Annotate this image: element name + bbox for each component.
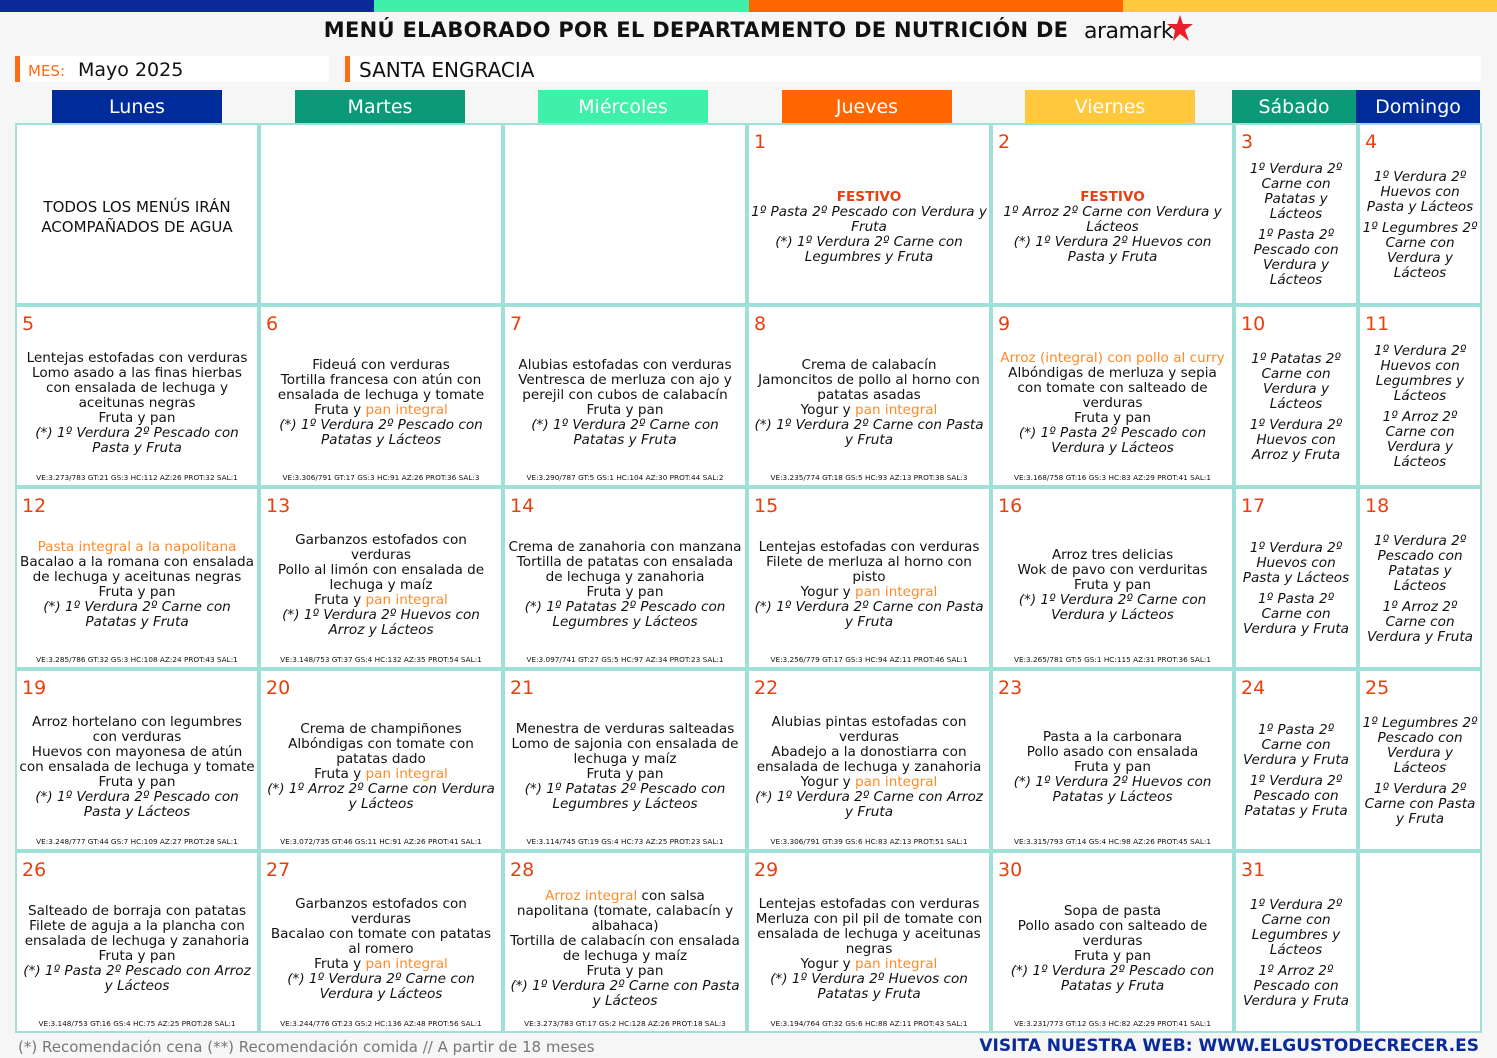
menu-line: Albóndigas con tomate con patatas dado [288,736,474,767]
day-header-sabado: Sábado [1232,90,1356,125]
nutrition-info: VE:3.072/735 GT:46 GS:11 HC:91 AZ:26 PROT:41 SAL:1 [280,837,482,846]
menu-line: Fruta y pan [1074,948,1151,964]
alternative-menu-line: (*) 1º Verdura 2º Pescado con Patatas y Fruta [1010,963,1215,994]
menu-line: Garbanzos estofados con verduras [295,895,467,927]
nutrition-info: VE:3.285/786 GT:32 GS:3 HC:108 AZ:24 PROT:43 SAL:1 [36,655,238,664]
month-label: MES: [28,62,65,80]
day-number: 29 [754,859,779,881]
menu-line: Fruta y pan [98,948,176,964]
day-cell-29 [747,851,991,1033]
highlight-text: pan integral [365,955,448,972]
menu-content [1362,344,1478,470]
menu-content [507,889,743,1009]
menu-line: Garbanzos estofados con verduras [295,531,467,563]
menu-content [995,548,1230,623]
menu-content [751,190,987,265]
day-header-miercoles: Miércoles [538,90,708,125]
alternative-menu-line: 1º Verdura 2º Carne con Legumbres y Lácteos [1249,896,1343,958]
nutrition-info: VE:3.306/791 GT:17 GS:3 HC:91 AZ:26 PROT:36 SAL:3 [282,473,480,482]
menu-line: Yogur y pan integral [800,955,938,972]
day-number: 1 [754,131,767,153]
menu-line: Lentejas estofadas con verduras [758,539,980,555]
day-cell-13 [259,487,503,669]
day-cell-22 [747,669,991,851]
menu-line: Crema de calabacín [801,357,937,373]
nutrition-info: VE:3.231/773 GT:12 GS:3 HC:82 AZ:29 PROT:41 SAL:1 [1013,1019,1212,1028]
menu-line: Arroz integral con salsa napolitana (tomate, calabacín y albahaca) [516,888,734,934]
day-cell-27 [259,851,503,1033]
menu-content [995,190,1230,265]
alternative-menu-line: 1º Verdura 2º Carne con Patatas y Lácteos [1249,161,1343,222]
alternative-menu-line: 1º Pasta 2º Pescado con Verdura y Lácteos [1253,227,1339,288]
menu-line: Tortilla francesa con atún con ensalada de lechuga y tomate [277,372,485,403]
alternative-menu-line: (*) 1º Patatas 2º Pescado con Legumbres y Lácteos [524,599,726,630]
menu-line: Fruta y pan integral [314,591,448,608]
top-color-bar [0,0,1497,12]
menu-line: Lentejas estofadas con verduras [758,895,980,912]
highlight-text: pan integral [365,591,448,608]
menu-line: Crema de champiñones [300,721,462,737]
website-link[interactable]: VISITA NUESTRA WEB: WWW.ELGUSTODECRECER.ES [979,1036,1479,1056]
menu-line: Lomo de sajonia con ensalada de lechuga y maíz [511,736,739,767]
day-number: 23 [998,677,1023,699]
alternative-menu-line: 1º Arroz 2º Pescado con Verdura y Fruta [1243,962,1349,1009]
menu-line: Jamoncitos de pollo al horno con patatas asadas [758,372,980,403]
logo-text: aramark [1083,18,1174,44]
highlight-text: pan integral [365,402,448,418]
nutrition-info: VE:3.097/741 GT:27 GS:5 HC:97 AZ:34 PROT:23 SAL:1 [526,655,724,664]
menu-line: Fruta y pan [586,584,664,600]
day-cell-7 [503,305,747,487]
alternative-menu-line: (*) 1º Verdura 2º Pescado con Pasta y Lácteos [35,788,239,820]
day-number: 5 [22,313,35,335]
menu-content [751,358,987,448]
alternative-menu-line: (*) 1º Verdura 2º Carne con Arroz y Fruta [755,788,983,820]
nutrition-info: VE:3.168/758 GT:16 GS:3 HC:83 AZ:29 PROT:41 SAL:1 [1013,473,1212,482]
menu-line: Ventresca de merluza con ajo y perejil con cubos de calabacín [518,372,732,403]
day-number: 8 [754,313,767,335]
day-number: 18 [1365,495,1390,517]
holiday-label: FESTIVO [1080,188,1145,205]
alternative-menu-line: (*) 1º Verdura 2º Carne con Verdura y Lácteos [1018,591,1207,623]
menu-line: Filete de aguja a la plancha con ensalada de lechuga y zanahoria [24,918,250,949]
highlight-text: Arroz (integral) con pollo al curry [1000,349,1225,366]
day-number: 24 [1241,677,1266,699]
alternative-menu-line: (*) 1º Verdura 2º Pescado con Patatas y Lácteos [279,417,483,448]
alternative-menu-line: (*) 1º Verdura 2º Carne con Patatas y Fruta [531,417,719,448]
day-number: 9 [998,313,1011,335]
day-number: 6 [266,313,279,335]
alternative-menu-line: 1º Verdura 2º Pescado con Patatas y Lácteos [1373,532,1467,594]
menu-content [751,715,987,820]
menu-content [263,358,499,448]
menu-line: Tortilla de calabacín con ensalada de lechuga y maíz [510,933,740,964]
day-number: 17 [1241,495,1266,517]
alternative-menu-line: (*) 1º Verdura 2º Huevos con Arroz y Lácteos [282,606,480,638]
water-note: TODOS LOS MENÚS IRÁN ACOMPAÑADOS DE AGUA [41,198,233,236]
menu-line: Huevos con mayonesa de atún con ensalada de lechuga y tomate [19,743,255,775]
alternative-menu-line: 1º Legumbres 2º Carne con Verdura y Lácteos [1362,219,1478,281]
alternative-menu-line: (*) 1º Verdura 2º Carne con Verdura y Lácteos [287,970,475,1002]
menu-line: Pollo asado con salteado de verduras [1017,918,1208,949]
menu-content [19,904,255,994]
day-header-martes: Martes [295,90,465,125]
menu-line: Pollo al limón con ensalada de lechuga y maíz [277,561,485,593]
menu-content [263,722,499,812]
day-number: 28 [510,859,535,881]
alternative-menu-line: (*) 1º Verdura 2º Huevos con Patatas y Lácteos [1013,773,1212,805]
menu-line: Alubias estofadas con verduras [518,357,732,373]
menu-content [1238,352,1354,463]
day-number: 14 [510,495,535,517]
day-number: 31 [1241,859,1266,881]
menu-line: Lentejas estofadas con verduras [26,349,248,366]
menu-line: Fideuá con verduras [312,357,450,373]
day-cell-8 [747,305,991,487]
day-number: 12 [22,495,47,517]
holiday-label: FESTIVO [836,188,902,205]
day-cell-4 [1358,123,1482,305]
nutrition-info: VE:3.114/745 GT:19 GS:4 HC:73 AZ:25 PROT:23 SAL:1 [526,837,724,846]
day-cell-24 [1234,669,1358,851]
day-cell-3 [1234,123,1358,305]
menu-line [19,540,255,555]
day-cell-14 [503,487,747,669]
menu-line: Pollo asado con ensalada [1026,743,1199,760]
menu-content [1238,162,1354,288]
alternative-menu-line: 1º Pasta 2º Carne con Verdura y Fruta [1243,591,1349,637]
day-number: 25 [1365,677,1390,699]
menu-line: Yogur y pan integral [800,584,938,600]
day-number: 22 [754,677,779,699]
day-number: 21 [510,677,535,699]
menu-content [1362,170,1478,281]
day-cell-12 [15,487,259,669]
alternative-menu-line: 1º Pasta 2º Carne con Verdura y Fruta [1243,722,1349,768]
page-title [0,18,1497,44]
day-header-domingo: Domingo [1356,90,1480,125]
menu-line: Fruta y pan [1074,409,1151,426]
alternative-menu-line: (*) 1º Verdura 2º Carne con Patatas y Fruta [43,599,231,630]
alternative-menu-line: (*) 1º Verdura 2º Huevos con Patatas y Fruta [770,970,968,1002]
menu-content [995,351,1230,456]
alternative-menu-line: 1º Pasta 2º Pescado con Verdura y Fruta [751,203,987,235]
month-value: Mayo 2025 [78,59,184,81]
menu-line: Yogur y pan integral [800,402,938,418]
menu-line: Fruta y pan [1074,576,1151,593]
nutrition-info: VE:3.273/783 GT:17 GS:2 HC:128 AZ:26 PROT:18 SAL:3 [524,1019,726,1028]
day-cell-28 [503,851,747,1033]
menu-line: Arroz tres delicias [1051,546,1174,563]
day-number: 15 [754,495,779,517]
menu-line: Crema de zanahoria con manzana [508,539,742,555]
menu-line: Alubias pintas estofadas con verduras [771,713,967,745]
menu-content [751,897,987,1002]
menu-content [263,897,499,1002]
alternative-menu-line: (*) 1º Pasta 2º Pescado con Verdura y Lácteos [1018,424,1207,456]
alternative-menu-line: (*) 1º Verdura 2º Pescado con Pasta y Fruta [35,424,239,456]
day-number: 2 [998,131,1011,153]
day-cell-31 [1234,851,1358,1033]
menu-content [19,540,255,630]
menu-content [1238,723,1354,819]
alternative-menu-line: 1º Verdura 2º Pescado con Patatas y Fruta [1244,773,1348,819]
alternative-menu-line: 1º Verdura 2º Huevos con Pasta y Lácteos [1366,168,1474,215]
day-number: 30 [998,859,1023,881]
menu-line: Fruta y pan integral [314,955,448,972]
day-cell-15 [747,487,991,669]
day-number: 7 [510,313,523,335]
nutrition-info: VE:3.315/793 GT:14 GS:4 HC:98 AZ:26 PROT:45 SAL:1 [1013,837,1212,846]
day-cell-9 [991,305,1234,487]
nutrition-info: VE:3.248/777 GT:44 GS:7 HC:109 AZ:27 PROT:28 SAL:1 [36,837,238,846]
day-cell-26 [15,851,259,1033]
aramark-logo [1084,19,1173,44]
day-cell-1 [747,123,991,305]
day-cell-11 [1358,305,1482,487]
alternative-menu-line: (*) 1º Verdura 2º Carne con Pasta y Fruta [754,599,984,630]
day-cell-25 [1358,669,1482,851]
menu-content [507,540,743,630]
alternative-menu-line: 1º Verdura 2º Carne con Pasta y Fruta [1364,780,1476,827]
alternative-menu-line: (*) 1º Verdura 2º Carne con Legumbres y Fruta [775,233,963,265]
day-number: 27 [266,859,291,881]
menu-line: Sopa de pasta [1063,903,1162,919]
alternative-menu-line: (*) 1º Verdura 2º Carne con Pasta y Lácteos [510,978,740,1009]
day-number: 16 [998,495,1023,517]
month-box [15,56,329,82]
menu-line: Salteado de borraja con patatas [27,903,247,919]
menu-content [19,715,255,820]
alternative-menu-line: 1º Verdura 2º Huevos con Pasta y Lácteos [1242,540,1350,586]
menu-line: Fruta y pan [1074,758,1151,775]
menu-content [1362,716,1478,827]
day-cell-23 [991,669,1234,851]
highlight-text: pan integral [855,773,938,790]
highlight-text: pan integral [365,766,448,782]
menu-line: Arroz hortelano con legumbres con verduras [31,713,242,745]
menu-content [507,358,743,448]
menu-content [995,904,1230,994]
menu-line: Albóndigas de merluza y sepia con tomate con salteado de verduras [1008,364,1217,411]
menu-line: Fruta y pan [98,584,176,600]
nutrition-info: VE:3.273/783 GT:21 GS:3 HC:112 AZ:26 PROT:32 SAL:1 [36,473,238,482]
menu-content [19,351,255,456]
day-cell-10 [1234,305,1358,487]
alternative-menu-line: (*) 1º Patatas 2º Pescado con Legumbres y Lácteos [524,781,726,812]
menu-line: Fruta y pan integral [314,402,448,418]
title-text: MENÚ ELABORADO POR EL DEPARTAMENTO DE NUTRICIÓN DE [323,18,1069,42]
menu-line: Bacalao a la romana con ensalada de lechuga y aceitunas negras [20,554,254,585]
menu-content [507,722,743,812]
center-name: SANTA ENGRACIA [359,58,535,82]
center-box [345,56,1481,82]
nutrition-info: VE:3.265/781 GT:5 GS:1 HC:115 AZ:31 PROT:36 SAL:1 [1013,655,1212,664]
day-cell-17 [1234,487,1358,669]
menu-line: Bacalao con tomate con patatas al romero [270,925,492,957]
alternative-menu-line: (*) 1º Verdura 2º Huevos con Pasta y Fruta [1013,233,1212,265]
nutrition-info: VE:3.290/787 GT:5 GS:1 HC:104 AZ:30 PROT:44 SAL:2 [526,473,724,482]
menu-line: Fruta y pan integral [314,766,448,782]
day-header-jueves: Jueves [782,90,952,125]
alternative-menu-line: 1º Verdura 2º Huevos con Arroz y Fruta [1249,416,1343,463]
day-number: 13 [266,495,291,517]
menu-content [995,730,1230,805]
menu-line: Yogur y pan integral [800,773,938,790]
empty-day-cell [503,123,747,305]
empty-day-cell [259,123,503,305]
highlight-text: pan integral [855,402,938,418]
day-number: 3 [1241,131,1254,153]
menu-line: Abadejo a la donostiarra con ensalada de lechuga y zanahoria [756,743,982,775]
alternative-menu-line: 1º Patatas 2º Carne con Verdura y Lácteos [1251,350,1341,412]
menu-line: Wok de pavo con verduritas [1017,561,1208,578]
day-cell-16 [991,487,1234,669]
day-cell-30 [991,851,1234,1033]
day-number: 4 [1365,131,1378,153]
nutrition-info: VE:3.256/779 GT:17 GS:3 HC:94 AZ:11 PROT:46 SAL:1 [770,655,968,664]
day-number: 20 [266,677,291,699]
empty-day-cell [15,123,259,305]
alternative-menu-line: 1º Arroz 2º Carne con Verdura y Lácteos [1382,409,1458,470]
day-cell-20 [259,669,503,851]
nutrition-info: VE:3.148/753 GT:16 GS:4 HC:75 AZ:25 PROT:28 SAL:1 [38,1019,236,1028]
highlight-text: pan integral [855,955,938,972]
highlight-text: Arroz integral [545,888,638,904]
footer-note: (*) Recomendación cena (**) Recomendación comida // A partir de 18 meses [18,1038,595,1056]
nutrition-info: VE:3.235/774 GT:18 GS:5 HC:93 AZ:13 PROT:38 SAL:3 [770,473,968,482]
menu-line: Pasta a la carbonara [1042,728,1183,745]
day-cell-5 [15,305,259,487]
nutrition-info: VE:3.148/753 GT:37 GS:4 HC:132 AZ:35 PROT:54 SAL:1 [280,655,482,664]
highlight-text: Pasta integral a la napolitana [37,539,237,555]
nutrition-info: VE:3.244/776 GT:23 GS:2 HC:136 AZ:48 PROT:56 SAL:1 [280,1019,482,1028]
day-cell-2 [991,123,1234,305]
logo-star-icon [1165,13,1195,43]
menu-content [751,540,987,630]
day-cell-19 [15,669,259,851]
menu-line: Fruta y pan [98,409,176,426]
day-cell-6 [259,305,503,487]
alternative-menu-line: 1º Arroz 2º Carne con Verdura y Lácteos [1003,203,1222,235]
nutrition-info: VE:3.194/764 GT:32 GS:6 HC:88 AZ:11 PROT:43 SAL:1 [770,1019,968,1028]
day-number: 26 [22,859,47,881]
menu-line: Filete de merluza al horno con pisto [766,554,972,585]
menu-line: Fruta y pan [586,963,664,979]
day-header-viernes: Viernes [1025,90,1195,125]
empty-day-cell [1358,851,1482,1033]
menu-line: Lomo asado a las finas hierbas con ensalada de lechuga y aceitunas negras [32,364,242,411]
alternative-menu-line: 1º Verdura 2º Huevos con Legumbres y Lácteos [1373,343,1467,404]
day-number: 19 [22,677,47,699]
menu-content [1238,541,1354,637]
menu-line: Menestra de verduras salteadas [515,721,735,737]
menu-line: Merluza con pil pil de tomate con ensalada de lechuga y aceitunas negras [755,910,983,957]
alternative-menu-line: 1º Arroz 2º Carne con Verdura y Fruta [1367,598,1473,645]
menu-content [263,533,499,638]
day-header-lunes: Lunes [52,90,222,125]
day-cell-18 [1358,487,1482,669]
highlight-text: pan integral [855,584,938,600]
menu-line: Fruta y pan [98,773,176,790]
alternative-menu-line: (*) 1º Verdura 2º Carne con Pasta y Fruta [754,417,984,448]
menu-line: Fruta y pan [586,402,664,418]
alternative-menu-line: (*) 1º Arroz 2º Carne con Verdura y Lácteos [267,781,495,812]
menu-line: Tortilla de patatas con ensalada de lechuga y zanahoria [516,554,734,585]
menu-line: Fruta y pan [586,766,664,782]
menu-line [995,351,1230,366]
alternative-menu-line: 1º Legumbres 2º Pescado con Verdura y Lácteos [1362,714,1478,776]
day-number: 11 [1365,313,1390,335]
day-number: 10 [1241,313,1266,335]
alternative-menu-line: (*) 1º Pasta 2º Pescado con Arroz y Lácteos [23,963,251,994]
day-cell-21 [503,669,747,851]
menu-content [1238,898,1354,1009]
nutrition-info: VE:3.306/791 GT:39 GS:6 HC:83 AZ:13 PROT:51 SAL:1 [770,837,968,846]
menu-content [1362,534,1478,645]
